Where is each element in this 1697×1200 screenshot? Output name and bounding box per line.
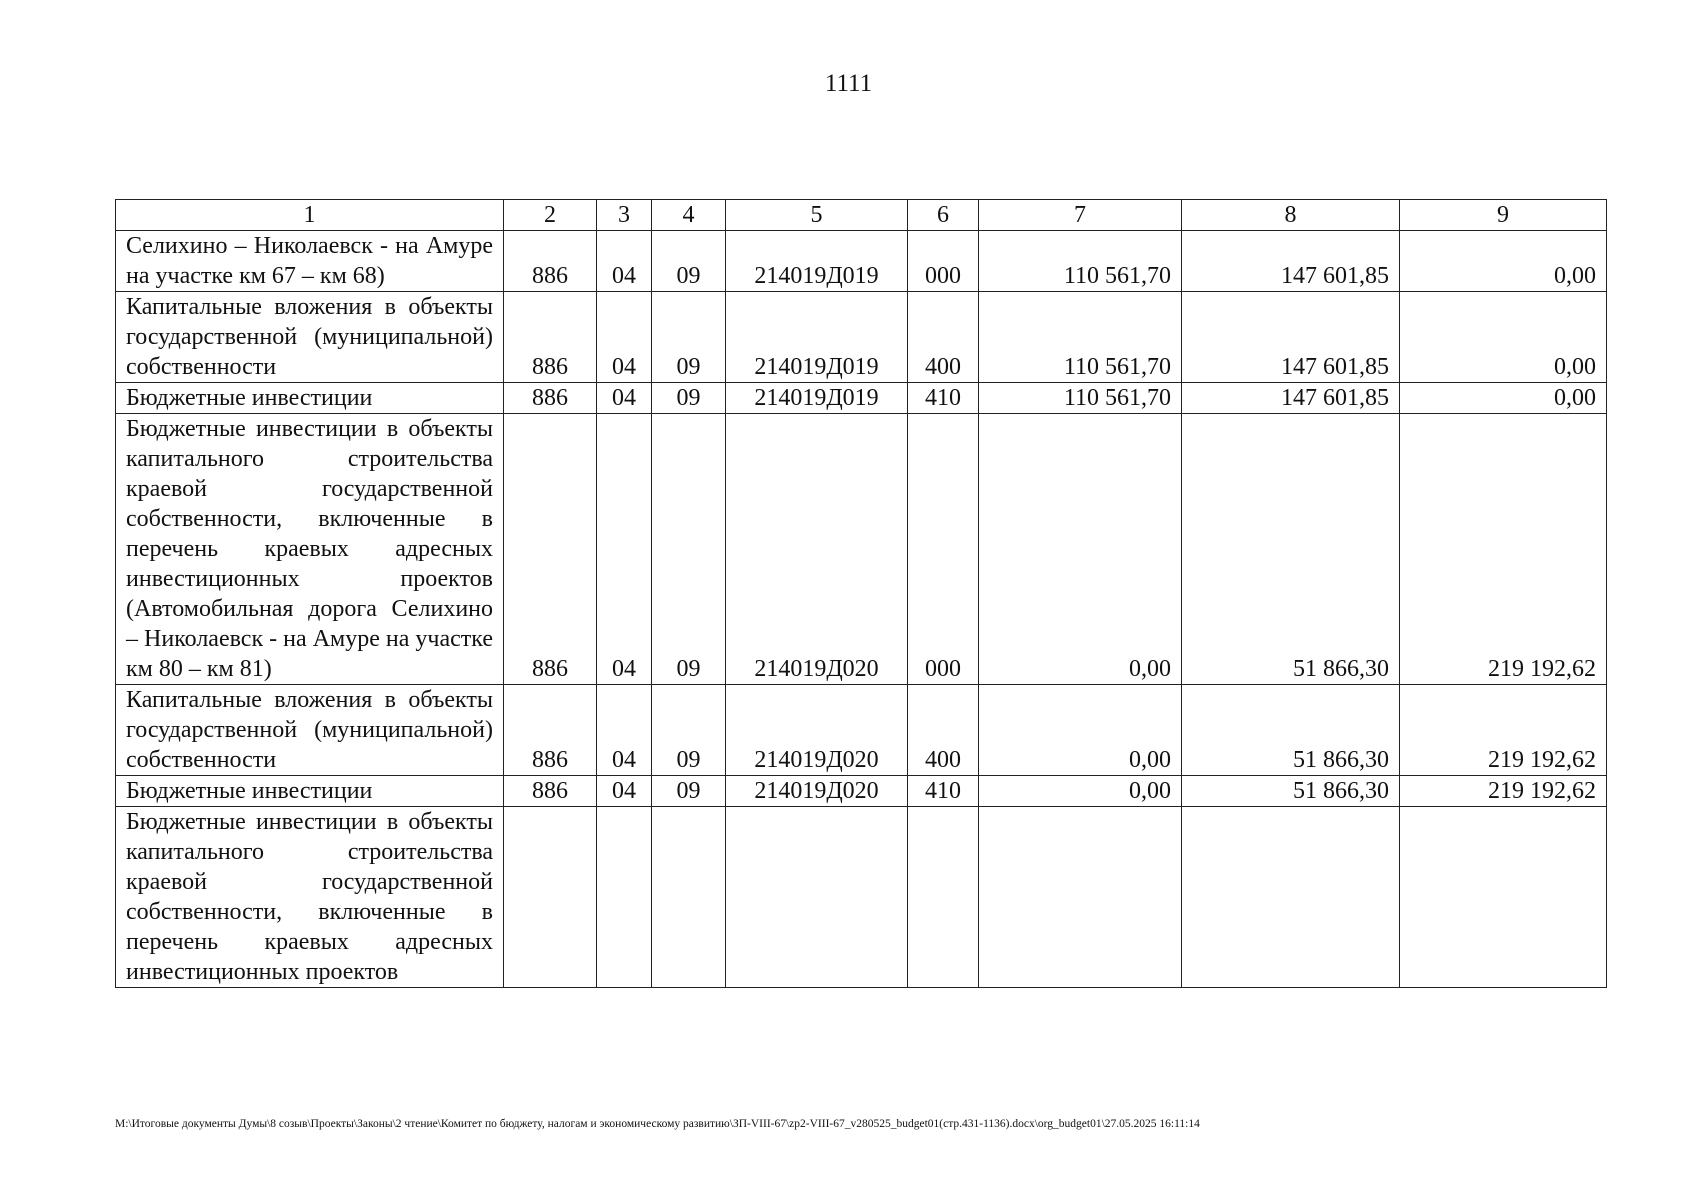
column-header-4: 4 (652, 200, 726, 231)
cell-expense-type: 400 (908, 685, 979, 776)
cell-amount-col9 (1400, 807, 1607, 988)
cell-amount-col8: 51 866,30 (1182, 776, 1400, 807)
page-number: 1111 (824, 70, 873, 97)
cell-ministry: 886 (504, 231, 597, 292)
cell-ministry: 886 (504, 414, 597, 685)
cell-target-article: 214019Д020 (726, 776, 908, 807)
cell-amount-col8: 147 601,85 (1182, 231, 1400, 292)
cell-amount-col8: 51 866,30 (1182, 414, 1400, 685)
cell-ministry (504, 807, 597, 988)
cell-subsection (652, 807, 726, 988)
cell-section (597, 807, 652, 988)
cell-expense-type: 410 (908, 383, 979, 414)
cell-ministry: 886 (504, 685, 597, 776)
cell-subsection: 09 (652, 383, 726, 414)
row-name: Бюджетные инвестиции (116, 383, 504, 414)
cell-amount-col7 (979, 807, 1182, 988)
cell-amount-col9: 219 192,62 (1400, 685, 1607, 776)
cell-target-article: 214019Д020 (726, 685, 908, 776)
cell-amount-col9: 219 192,62 (1400, 414, 1607, 685)
cell-subsection: 09 (652, 776, 726, 807)
cell-amount-col7: 110 561,70 (979, 231, 1182, 292)
cell-expense-type (908, 807, 979, 988)
row-name: Селихино – Николаевск - на Амуре на участке км 67 – км 68) (116, 231, 504, 292)
table-row (116, 685, 1607, 776)
cell-target-article: 214019Д019 (726, 292, 908, 383)
column-header-2: 2 (504, 200, 597, 231)
table-row (116, 383, 1607, 414)
cell-amount-col7: 0,00 (979, 685, 1182, 776)
column-header-9: 9 (1400, 200, 1607, 231)
cell-amount-col9: 0,00 (1400, 231, 1607, 292)
cell-amount-col8: 51 866,30 (1182, 685, 1400, 776)
row-name: Бюджетные инвестиции в объекты капитального строительства краевой государственной собственности, включенные в перечень краевых адресных инвестиционных проектов (116, 807, 504, 988)
cell-section: 04 (597, 292, 652, 383)
cell-target-article: 214019Д020 (726, 414, 908, 685)
cell-target-article: 214019Д019 (726, 383, 908, 414)
cell-amount-col9: 0,00 (1400, 383, 1607, 414)
cell-expense-type: 000 (908, 414, 979, 685)
cell-section: 04 (597, 383, 652, 414)
table-row (116, 776, 1607, 807)
column-header-8: 8 (1182, 200, 1400, 231)
cell-amount-col9: 0,00 (1400, 292, 1607, 383)
cell-amount-col7: 0,00 (979, 776, 1182, 807)
column-header-3: 3 (597, 200, 652, 231)
cell-amount-col8 (1182, 807, 1400, 988)
budget-table (115, 199, 1607, 988)
column-header-7: 7 (979, 200, 1182, 231)
table-header-row (116, 200, 1607, 231)
cell-amount-col9: 219 192,62 (1400, 776, 1607, 807)
cell-expense-type: 410 (908, 776, 979, 807)
row-name: Капитальные вложения в объекты государственной (муниципальной) собственности (116, 685, 504, 776)
cell-target-article (726, 807, 908, 988)
cell-amount-col7: 110 561,70 (979, 292, 1182, 383)
cell-section: 04 (597, 776, 652, 807)
cell-expense-type: 000 (908, 231, 979, 292)
cell-ministry: 886 (504, 776, 597, 807)
table-row (116, 292, 1607, 383)
cell-section: 04 (597, 414, 652, 685)
row-name: Бюджетные инвестиции (116, 776, 504, 807)
cell-subsection: 09 (652, 685, 726, 776)
cell-subsection: 09 (652, 292, 726, 383)
table-row (116, 231, 1607, 292)
cell-target-article: 214019Д019 (726, 231, 908, 292)
cell-ministry: 886 (504, 383, 597, 414)
cell-subsection: 09 (652, 231, 726, 292)
footer-file-path: M:\Итоговые документы Думы\8 созыв\Проекты\Законы\2 чтение\Комитет по бюджету, налогам и экономическому развитию\ЗП-VIII-67\zp2-VIII-67_v280525_budget01(стр.431-1136).docx\org_budget01\27.05.2025 16:11:14 (115, 1118, 1200, 1130)
cell-subsection: 09 (652, 414, 726, 685)
column-header-5: 5 (726, 200, 908, 231)
cell-section: 04 (597, 231, 652, 292)
column-header-1: 1 (116, 200, 504, 231)
cell-section: 04 (597, 685, 652, 776)
cell-expense-type: 400 (908, 292, 979, 383)
table-row (116, 807, 1607, 988)
cell-amount-col8: 147 601,85 (1182, 292, 1400, 383)
table-row (116, 414, 1607, 685)
row-name: Бюджетные инвестиции в объекты капитального строительства краевой государственной собственности, включенные в перечень краевых адресных инвестиционных проектов (Автомобильная дорога Селихино – Николаевск - на Амуре на участке км 80 – км 81) (116, 414, 504, 685)
cell-amount-col7: 0,00 (979, 414, 1182, 685)
cell-ministry: 886 (504, 292, 597, 383)
cell-amount-col8: 147 601,85 (1182, 383, 1400, 414)
row-name: Капитальные вложения в объекты государственной (муниципальной) собственности (116, 292, 504, 383)
cell-amount-col7: 110 561,70 (979, 383, 1182, 414)
column-header-6: 6 (908, 200, 979, 231)
